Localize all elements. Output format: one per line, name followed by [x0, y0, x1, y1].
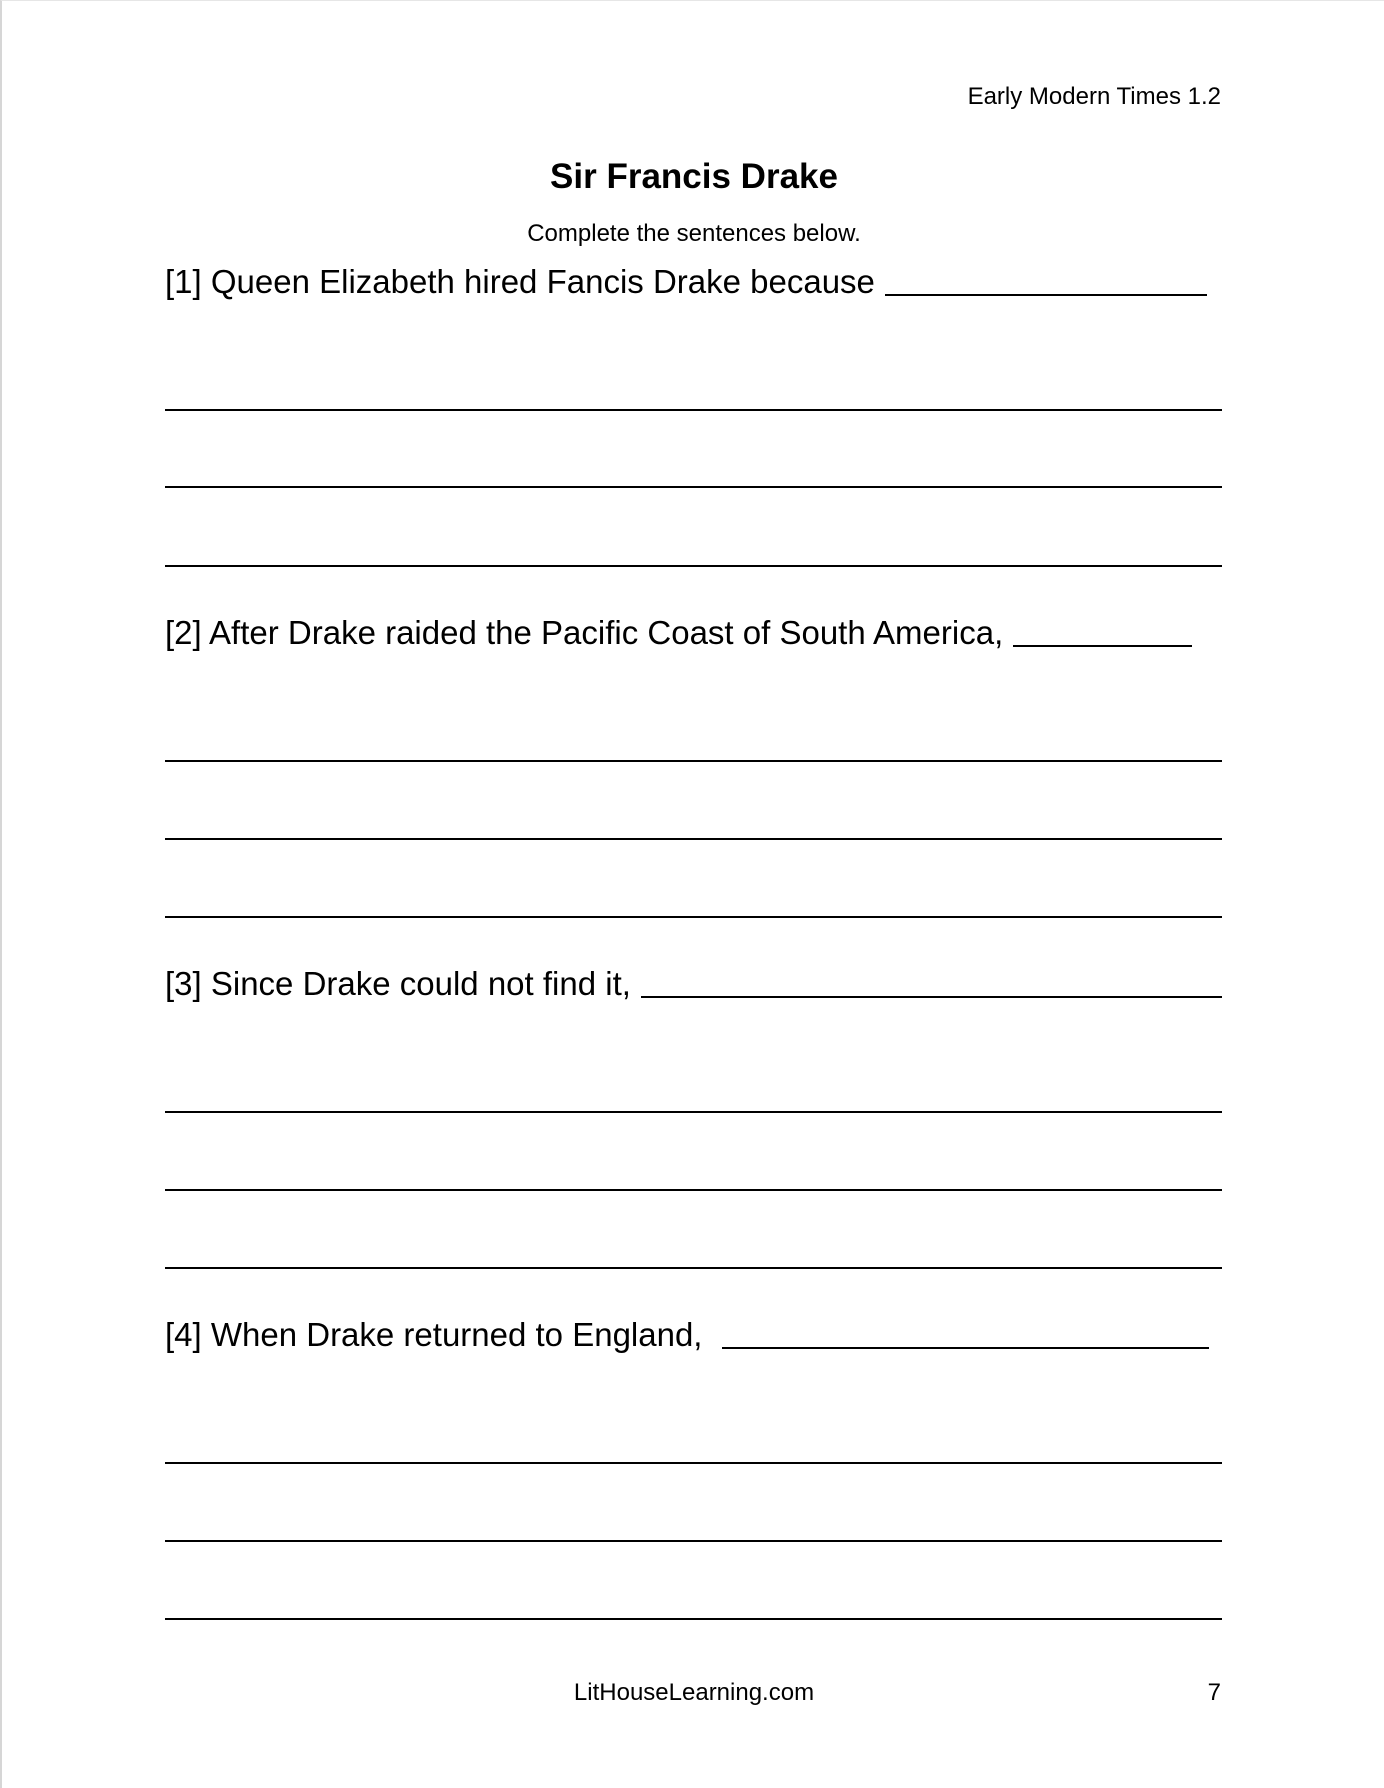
question-4-answer-line-3[interactable] [165, 1618, 1222, 1620]
instructions: Complete the sentences below. [527, 220, 861, 247]
page-number: 7 [1207, 1679, 1221, 1706]
question-3-prompt: [3] Since Drake could not find it, [165, 965, 631, 1002]
question-1-prompt: [1] Queen Elizabeth hired Fancis Drake because [165, 263, 875, 300]
question-2-answer-line-2[interactable] [165, 838, 1222, 840]
series-label: Early Modern Times 1.2 [967, 83, 1221, 110]
question-2-answer-line-3[interactable] [165, 916, 1222, 918]
question-4-answer-line-2[interactable] [165, 1540, 1222, 1542]
question-3 [165, 965, 1222, 1003]
question-1-answer-line-2[interactable] [165, 486, 1222, 488]
question-1 [165, 263, 1207, 301]
question-3-answer-line-1[interactable] [165, 1111, 1222, 1113]
question-2 [165, 614, 1192, 652]
question-2-prompt: [2] After Drake raided the Pacific Coast of South America, [165, 614, 1004, 651]
question-3-blank[interactable] [641, 996, 1222, 998]
question-1-blank[interactable] [885, 294, 1207, 296]
question-2-answer-line-1[interactable] [165, 760, 1222, 762]
question-1-answer-line-3[interactable] [165, 565, 1222, 567]
footer-site: LitHouseLearning.com [573, 1679, 815, 1706]
question-4 [165, 1316, 1209, 1354]
page-title: Sir Francis Drake [550, 157, 838, 196]
question-2-blank[interactable] [1013, 645, 1192, 647]
question-3-answer-line-2[interactable] [165, 1189, 1222, 1191]
question-3-answer-line-3[interactable] [165, 1267, 1222, 1269]
question-4-prompt: [4] When Drake returned to England, [165, 1316, 703, 1353]
question-4-answer-line-1[interactable] [165, 1462, 1222, 1464]
question-4-blank[interactable] [722, 1347, 1209, 1349]
question-1-answer-line-1[interactable] [165, 409, 1222, 411]
